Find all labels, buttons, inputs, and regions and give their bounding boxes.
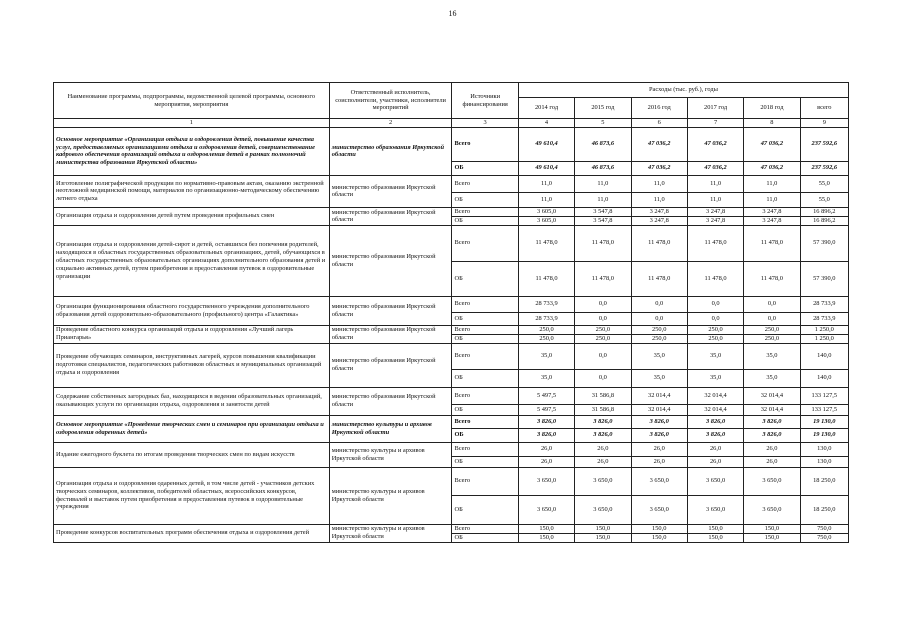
table-row	[54, 225, 849, 261]
activity-name: Организация отдыха и оздоровления одаренных детей, в том числе детей - участников детских творческих семинаров, коллективов, победителей областных, всероссийских конкурсов, фестивалей и выставок путем приобретения и предоставления путевок в оздоровительные учреждения	[54, 467, 330, 524]
year-value: 11,0	[518, 175, 574, 192]
year-value: 3 826,0	[744, 415, 800, 428]
column-index: 7	[687, 119, 743, 128]
year-value: 0,0	[575, 343, 631, 369]
total-value: 19 130,0	[800, 428, 848, 442]
funding-source: Всего	[452, 415, 518, 428]
year-value: 26,0	[575, 456, 631, 467]
funding-source: ОБ	[452, 456, 518, 467]
executor: министерство образования Иркутской области	[329, 387, 452, 415]
year-value: 3 826,0	[575, 415, 631, 428]
year-value: 35,0	[518, 343, 574, 369]
total-value: 133 127,5	[800, 404, 848, 415]
column-index: 1	[54, 119, 330, 128]
activity-name: Проведение конкурсов воспитательных программ обеспечения отдыха и оздоровления детей	[54, 524, 330, 542]
total-value: 750,0	[800, 524, 848, 533]
year-value: 3 247,8	[744, 207, 800, 216]
funding-source: ОБ	[452, 533, 518, 542]
column-index-row	[54, 119, 849, 128]
year-value: 26,0	[518, 456, 574, 467]
year-value: 32 014,4	[744, 404, 800, 415]
year-value: 3 826,0	[575, 428, 631, 442]
funding-source: Всего	[452, 296, 518, 312]
year-value: 0,0	[687, 296, 743, 312]
year-value: 3 826,0	[687, 415, 743, 428]
total-value: 19 130,0	[800, 415, 848, 428]
year-value: 3 247,8	[631, 216, 687, 225]
table-row	[54, 442, 849, 456]
total-value: 18 250,0	[800, 467, 848, 495]
year-value: 47 036,2	[631, 161, 687, 175]
header-row-top	[54, 83, 849, 98]
year-value: 26,0	[575, 442, 631, 456]
total-value: 16 896,2	[800, 207, 848, 216]
year-value: 47 036,2	[744, 127, 800, 161]
year-value: 250,0	[575, 325, 631, 334]
year-value: 26,0	[631, 442, 687, 456]
total-value: 130,0	[800, 456, 848, 467]
funding-source: Всего	[452, 524, 518, 533]
table-row	[54, 524, 849, 533]
year-value: 3 650,0	[631, 495, 687, 524]
total-value: 16 896,2	[800, 216, 848, 225]
year-value: 11,0	[631, 192, 687, 207]
year-value: 150,0	[575, 524, 631, 533]
funding-source: Всего	[452, 442, 518, 456]
year-value: 11 478,0	[631, 225, 687, 261]
header-year: 2014 год	[518, 98, 574, 119]
year-value: 31 586,8	[575, 404, 631, 415]
column-index: 9	[800, 119, 848, 128]
year-value: 32 014,4	[687, 387, 743, 404]
activity-name: Основное мероприятие «Организация отдыха и оздоровления детей, повышение качества услуг, предоставляемых организациями отдыха и оздоровления детей, совершенствование кадрового обеспечения организаций отдыха и оздоровления детей в рамках полномочий министерства образования Иркутской области»	[54, 127, 330, 175]
executor: министерство культуры и архивов Иркутской области	[329, 415, 452, 442]
year-value: 250,0	[687, 334, 743, 343]
executor: министерство образования Иркутской области	[329, 207, 452, 225]
activity-name: Изготовление полиграфической продукции по нормативно-правовым актам, оказанию экстренной неотложной медицинской помощи, материалов по организационно-методическому обеспечению летнего отдыха	[54, 175, 330, 207]
total-value: 55,0	[800, 175, 848, 192]
column-index: 3	[452, 119, 518, 128]
year-value: 3 650,0	[518, 495, 574, 524]
table-row	[54, 207, 849, 216]
year-value: 3 247,8	[744, 216, 800, 225]
table-row	[54, 325, 849, 334]
executor: министерство образования Иркутской области	[329, 225, 452, 296]
funding-source: Всего	[452, 343, 518, 369]
total-value: 130,0	[800, 442, 848, 456]
year-value: 3 826,0	[631, 415, 687, 428]
total-value: 28 733,9	[800, 312, 848, 325]
executor: министерство образования Иркутской области	[329, 296, 452, 325]
year-value: 0,0	[575, 296, 631, 312]
year-value: 0,0	[744, 296, 800, 312]
funding-source: Всего	[452, 387, 518, 404]
year-value: 26,0	[744, 456, 800, 467]
year-value: 3 247,8	[687, 207, 743, 216]
funding-source: ОБ	[452, 428, 518, 442]
column-index: 4	[518, 119, 574, 128]
funding-source: Всего	[452, 325, 518, 334]
header-year: 2016 год	[631, 98, 687, 119]
activity-name: Организация отдыха и оздоровления детей путем проведения профильных смен	[54, 207, 330, 225]
year-value: 150,0	[744, 524, 800, 533]
year-value: 11 478,0	[687, 261, 743, 296]
year-value: 250,0	[518, 325, 574, 334]
year-value: 35,0	[744, 369, 800, 387]
header-executor: Ответственный исполнитель, соисполнители, участники, исполнители мероприятий	[329, 83, 452, 119]
year-value: 3 650,0	[687, 495, 743, 524]
year-value: 150,0	[631, 524, 687, 533]
year-value: 0,0	[631, 312, 687, 325]
year-value: 150,0	[744, 533, 800, 542]
table-row	[54, 467, 849, 495]
year-value: 11,0	[518, 192, 574, 207]
total-value: 57 390,0	[800, 225, 848, 261]
table-row	[54, 296, 849, 312]
budget-table	[53, 82, 849, 543]
year-value: 0,0	[744, 312, 800, 325]
table-row	[54, 343, 849, 369]
executor: министерство образования Иркутской области	[329, 343, 452, 387]
year-value: 150,0	[687, 524, 743, 533]
year-value: 47 036,2	[687, 161, 743, 175]
year-value: 250,0	[631, 334, 687, 343]
year-value: 47 036,2	[687, 127, 743, 161]
year-value: 3 247,8	[631, 207, 687, 216]
year-value: 0,0	[575, 369, 631, 387]
year-value: 3 247,8	[687, 216, 743, 225]
year-value: 35,0	[687, 369, 743, 387]
year-value: 3 650,0	[744, 495, 800, 524]
year-value: 32 014,4	[631, 387, 687, 404]
year-value: 3 826,0	[631, 428, 687, 442]
header-source: Источники финансирования	[452, 83, 518, 119]
funding-source: Всего	[452, 467, 518, 495]
total-value: 140,0	[800, 343, 848, 369]
year-value: 3 605,0	[518, 207, 574, 216]
year-value: 150,0	[631, 533, 687, 542]
total-value: 18 250,0	[800, 495, 848, 524]
total-value: 140,0	[800, 369, 848, 387]
year-value: 32 014,4	[687, 404, 743, 415]
header-year: 2017 год	[687, 98, 743, 119]
year-value: 0,0	[575, 312, 631, 325]
column-index: 8	[744, 119, 800, 128]
funding-source: ОБ	[452, 161, 518, 175]
year-value: 11,0	[631, 175, 687, 192]
year-value: 32 014,4	[631, 404, 687, 415]
year-value: 32 014,4	[744, 387, 800, 404]
executor: министерство культуры и архивов Иркутской области	[329, 442, 452, 467]
year-value: 250,0	[687, 325, 743, 334]
funding-source: ОБ	[452, 369, 518, 387]
year-value: 47 036,2	[744, 161, 800, 175]
year-value: 250,0	[518, 334, 574, 343]
year-value: 31 586,8	[575, 387, 631, 404]
header-year: 2018 год	[744, 98, 800, 119]
funding-source: ОБ	[452, 495, 518, 524]
year-value: 3 826,0	[518, 428, 574, 442]
total-value: 55,0	[800, 192, 848, 207]
funding-source: Всего	[452, 127, 518, 161]
total-value: 1 250,0	[800, 325, 848, 334]
funding-source: ОБ	[452, 261, 518, 296]
funding-source: ОБ	[452, 334, 518, 343]
year-value: 11,0	[575, 175, 631, 192]
year-value: 11 478,0	[518, 225, 574, 261]
year-value: 3 650,0	[687, 467, 743, 495]
executor: министерство образования Иркутской области	[329, 127, 452, 175]
year-value: 3 605,0	[518, 216, 574, 225]
year-value: 26,0	[744, 442, 800, 456]
funding-source: ОБ	[452, 404, 518, 415]
year-value: 150,0	[518, 533, 574, 542]
year-value: 5 497,5	[518, 404, 574, 415]
executor: министерство образования Иркутской области	[329, 175, 452, 207]
year-value: 11,0	[744, 175, 800, 192]
total-value: 1 250,0	[800, 334, 848, 343]
header-total: всего	[800, 98, 848, 119]
activity-name: Основное мероприятие «Проведение творческих смен и семинаров при организации отдыха и оздоровления одаренных детей»	[54, 415, 330, 442]
header-name: Наименование программы, подпрограммы, ведомственной целевой программы, основного мероприятия, мероприятия	[54, 83, 330, 119]
activity-name: Проведение областного конкурса организаций отдыха и оздоровления «Лучший лагерь Приангарья»	[54, 325, 330, 343]
funding-source: Всего	[452, 207, 518, 216]
year-value: 28 733,9	[518, 296, 574, 312]
funding-source: ОБ	[452, 216, 518, 225]
year-value: 3 826,0	[518, 415, 574, 428]
column-index: 2	[329, 119, 452, 128]
table-row	[54, 415, 849, 428]
year-value: 26,0	[631, 456, 687, 467]
funding-source: Всего	[452, 225, 518, 261]
year-value: 11 478,0	[687, 225, 743, 261]
year-value: 0,0	[631, 296, 687, 312]
year-value: 150,0	[575, 533, 631, 542]
total-value: 750,0	[800, 533, 848, 542]
year-value: 11 478,0	[575, 261, 631, 296]
year-value: 150,0	[518, 524, 574, 533]
activity-name: Издание ежегодного буклета по итогам проведения творческих смен по видам искусств	[54, 442, 330, 467]
year-value: 250,0	[631, 325, 687, 334]
year-value: 3 650,0	[575, 495, 631, 524]
year-value: 49 610,4	[518, 161, 574, 175]
year-value: 28 733,9	[518, 312, 574, 325]
year-value: 11 478,0	[631, 261, 687, 296]
year-value: 11 478,0	[744, 261, 800, 296]
year-value: 35,0	[744, 343, 800, 369]
total-value: 28 733,9	[800, 296, 848, 312]
year-value: 11 478,0	[518, 261, 574, 296]
total-value: 57 390,0	[800, 261, 848, 296]
year-value: 26,0	[518, 442, 574, 456]
year-value: 150,0	[687, 533, 743, 542]
year-value: 11 478,0	[744, 225, 800, 261]
year-value: 0,0	[687, 312, 743, 325]
year-value: 35,0	[631, 369, 687, 387]
funding-source: Всего	[452, 175, 518, 192]
total-value: 237 592,6	[800, 127, 848, 161]
column-index: 6	[631, 119, 687, 128]
year-value: 11,0	[744, 192, 800, 207]
column-index: 5	[575, 119, 631, 128]
header-expenses: Расходы (тыс. руб.), годы	[518, 83, 848, 98]
year-value: 250,0	[744, 334, 800, 343]
activity-name: Содержание собственных загородных баз, находящихся в ведении образовательных организаций, оказывающих услуги по организации отдыха, оздоровления и занятости детей	[54, 387, 330, 415]
total-value: 133 127,5	[800, 387, 848, 404]
table-row	[54, 387, 849, 404]
year-value: 46 873,6	[575, 127, 631, 161]
executor: министерство культуры и архивов Иркутской области	[329, 467, 452, 524]
year-value: 26,0	[687, 442, 743, 456]
total-value: 237 592,6	[800, 161, 848, 175]
year-value: 11,0	[575, 192, 631, 207]
funding-source: ОБ	[452, 312, 518, 325]
table-row	[54, 175, 849, 192]
executor: министерство образования Иркутской области	[329, 325, 452, 343]
year-value: 3 826,0	[744, 428, 800, 442]
year-value: 35,0	[687, 343, 743, 369]
year-value: 47 036,2	[631, 127, 687, 161]
year-value: 49 610,4	[518, 127, 574, 161]
year-value: 3 650,0	[744, 467, 800, 495]
year-value: 3 547,8	[575, 207, 631, 216]
year-value: 3 650,0	[631, 467, 687, 495]
activity-name: Организация отдыха и оздоровления детей-сирот и детей, оставшихся без попечения родителей, находящихся в областных государственных образовательных организациях, детей, обучающихся в областных государственных образовательных организациях дополнительного образования детей и социально активных детей, путем приобретения и предоставления путевок в оздоровительные организации	[54, 225, 330, 296]
year-value: 3 547,8	[575, 216, 631, 225]
header-year: 2015 год	[575, 98, 631, 119]
table-body	[54, 127, 849, 542]
year-value: 11,0	[687, 192, 743, 207]
funding-source: ОБ	[452, 192, 518, 207]
year-value: 35,0	[631, 343, 687, 369]
table-row	[54, 127, 849, 161]
year-value: 35,0	[518, 369, 574, 387]
year-value: 3 826,0	[687, 428, 743, 442]
executor: министерство культуры и архивов Иркутской области	[329, 524, 452, 542]
year-value: 3 650,0	[575, 467, 631, 495]
year-value: 250,0	[744, 325, 800, 334]
year-value: 26,0	[687, 456, 743, 467]
year-value: 11 478,0	[575, 225, 631, 261]
page-number: 16	[448, 9, 457, 18]
activity-name: Проведение обучающих семинаров, инструктивных лагерей, курсов повышения квалификации подготовки специалистов, педагогических работников областных и муниципальных организаций отдыха и оздоровления	[54, 343, 330, 387]
activity-name: Организация функционирования областного государственного учреждения дополнительного образования детей оздоровительно-образовательного (профильного) центра «Галактика»	[54, 296, 330, 325]
year-value: 3 650,0	[518, 467, 574, 495]
year-value: 11,0	[687, 175, 743, 192]
year-value: 250,0	[575, 334, 631, 343]
year-value: 5 497,5	[518, 387, 574, 404]
year-value: 46 873,6	[575, 161, 631, 175]
